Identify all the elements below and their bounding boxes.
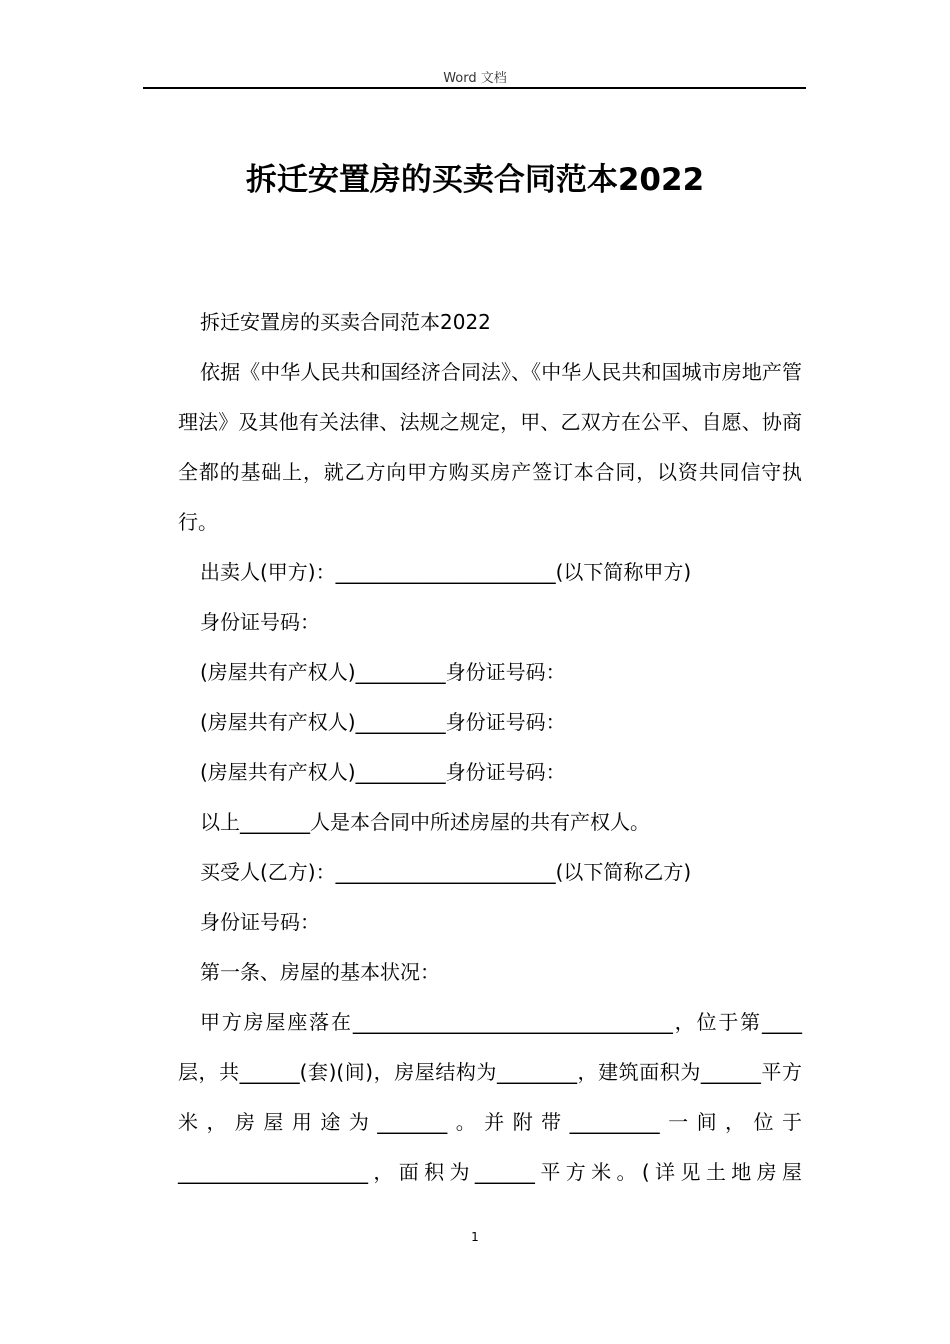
paragraph-co-owner-2: (房屋共有产权人)_________身份证号码： xyxy=(200,710,566,734)
paragraph-co-owner-1: (房屋共有产权人)_________身份证号码： xyxy=(200,660,566,684)
paragraph-buyer: 买受人(乙方)：______________________(以下简称乙方) xyxy=(200,860,692,884)
document-title: 拆迁安置房的买卖合同范本2022 xyxy=(245,162,705,198)
paragraph-subtitle: 拆迁安置房的买卖合同范本2022 xyxy=(200,310,491,334)
paragraph-buyer-id: 身份证号码： xyxy=(200,910,320,934)
header-divider xyxy=(143,87,806,89)
paragraph-co-owners-note: 以上_______人是本合同中所述房屋的共有产权人。 xyxy=(200,810,650,834)
page-header: Word 文档 xyxy=(443,71,507,86)
paragraph-article-1-heading: 第一条、房屋的基本状况： xyxy=(200,960,440,984)
paragraph-co-owner-3: (房屋共有产权人)_________身份证号码： xyxy=(200,760,566,784)
document-body xyxy=(178,297,802,1197)
paragraph-preamble: 依据《中华人民共和国经济合同法》、《中华人民共和国城市房地产管理法》及其他有关法律、法规之规定，甲、乙双方在公平、自愿、协商全都的基础上，就乙方向甲方购买房产签订本合同，以资共同信守执行。 xyxy=(178,360,802,534)
paragraph-article-1-body: 甲方房屋座落在________________________________，位于第____层，共______(套)(间)，房屋结构为________，建筑面积为______平方米，房屋用途为_______。并附带_________一间，位于___________________，面积为______平方米。(详见土地房屋 xyxy=(178,1010,802,1184)
paragraph-seller-id: 身份证号码： xyxy=(200,610,320,634)
page-number: 1 xyxy=(471,1230,479,1244)
paragraph-seller: 出卖人(甲方)：______________________(以下简称甲方) xyxy=(200,560,692,584)
